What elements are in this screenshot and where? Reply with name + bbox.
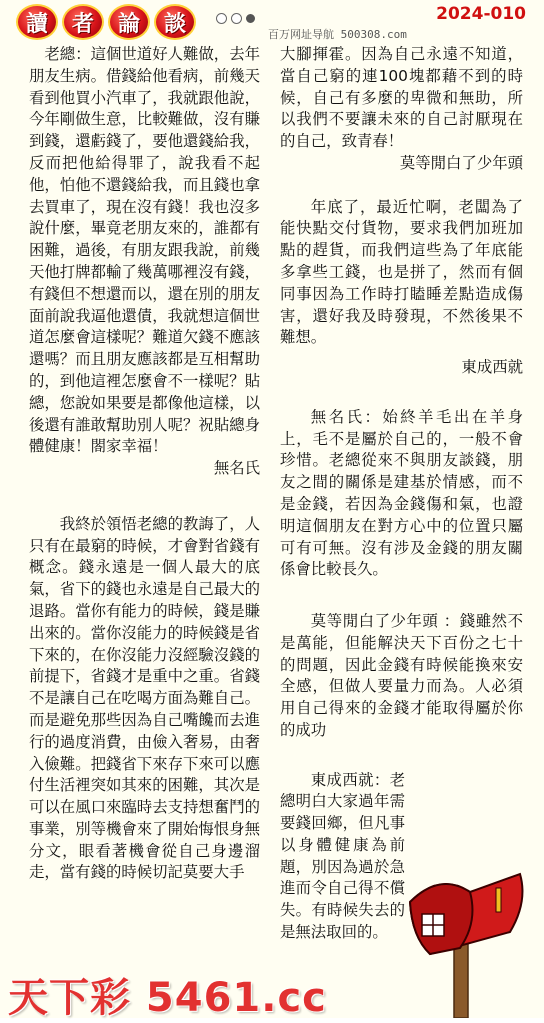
- decorative-dots: [216, 13, 255, 24]
- letter-signature: 東成西就: [461, 358, 523, 377]
- column-header: [0, 0, 544, 40]
- column-title: [16, 4, 196, 40]
- reader-letter: 我終於領悟老總的教誨了，人只有在最窮的時候，才會對省錢有概念。錢永遠是一個人最大的底氣，省下的錢也永遠是自己最大的退路。當你有能力的時候，錢是賺出來的。當你沒能力的時候錢是省下來的，在你沒能力沒經驗沒錢的前提下，省錢才是重中之重。省錢不是讓自己在吃喝方面為難自己。而是避免那些因為自己嘴饞而去進行的過度消費，由儉入奢易，由奢入儉難。把錢省下來存下來可以應付生活裡突如其來的困難，其次是可以在風口來臨時去支持想奮鬥的事業，別等機會來了開始悔恨身無分文，眼看著機會從自己身邊溜走，當有錢的時候切記莫要大手: [29, 514, 260, 882]
- right-column: [280, 44, 523, 944]
- circle-icon: [231, 13, 242, 24]
- reader-letter: 年底了，最近忙啊，老闆為了能快點交付貨物，要求我們加班加點的趕貨，而我們這些為了年底能多拿些工錢，也是拼了，然而有個同事因為工作時打瞌睡差點造成傷害，還好我及時發現，不然後果不難想。: [280, 197, 523, 347]
- editor-reply: 莫等閒白了少年頭 ：錢雖然不是萬能，但能解決天下百份之七十的問題，因此金錢有時候能換來安全感，但做人要量力而為。人必須用自己得來的金錢才能取得屬於你的成功: [280, 611, 523, 739]
- title-char-badge: 者: [62, 4, 104, 40]
- editor-reply: 無名氏：始終羊毛出在羊身上，毛不是屬於自己的，一般不會珍惜。老總從來不與朋友談錢，朋友之間的關係是建基於情感，而不是金錢，若因為金錢傷和氣，也證明這個朋友在對方心中的位置只屬可有可無。沒有涉及金錢的朋友關係會比較長久。: [280, 407, 523, 579]
- site-watermark-line: 百万网址导航 500308.com: [268, 28, 407, 41]
- circle-icon: [216, 13, 227, 24]
- dot-icon: [246, 14, 255, 23]
- site-watermark: 天下彩 5461.cc: [8, 975, 327, 1021]
- reader-letter: 老總：這個世道好人難做，去年朋友生病。借錢給他看病，前幾天看到他買小汽車了，我就跟他說，今年剛做生意，比較難做，沒有賺到錢，還虧錢了，要他還錢給我，反而把他給得罪了，說我看不起他，怕他不還錢給我，而且錢也拿去買車了，現在沒有錢！我也沒多說什麼，畢竟老朋友來的，誰都有困難，過後，有朋友跟我說，前幾天他打牌都輸了幾萬哪裡沒有錢，有錢但不想還而以，還在別的朋友面前說我逼他還債，我就想這個世道怎麼會這樣呢？難道欠錢不應該還嗎？而且朋友應該都是互相幫助的，到他這裡怎麼會不一樣呢？貼總，您說如果要是都像他這樣，以後還有誰敢幫助別人呢？祝貼總身體健康！閤家幸福！: [29, 45, 260, 456]
- title-char-badge: 論: [108, 4, 150, 40]
- letter-signature: 莫等閒白了少年頭: [399, 153, 523, 172]
- editor-reply: 東成西就：老總明白大家過年需要錢回鄉，但凡事以身體健康為前題，別因為過於急進而令自己得不償失。有時候失去的是無法取回的。: [280, 770, 405, 942]
- title-char-badge: 談: [154, 4, 196, 40]
- title-char-badge: 讀: [16, 4, 58, 40]
- mailbox-icon: [400, 862, 530, 1018]
- reader-letter-continued: 大腳揮霍。因為自己永遠不知道，當自己窮的連100塊都藉不到的時候，自己有多麼的卑微和無助，所以我們不要讓未來的自己討厭現在的自己，致青春！: [280, 45, 523, 151]
- issue-number: 2024-010: [436, 4, 526, 24]
- left-column: [29, 44, 260, 884]
- letter-signature: 無名氏: [213, 459, 260, 478]
